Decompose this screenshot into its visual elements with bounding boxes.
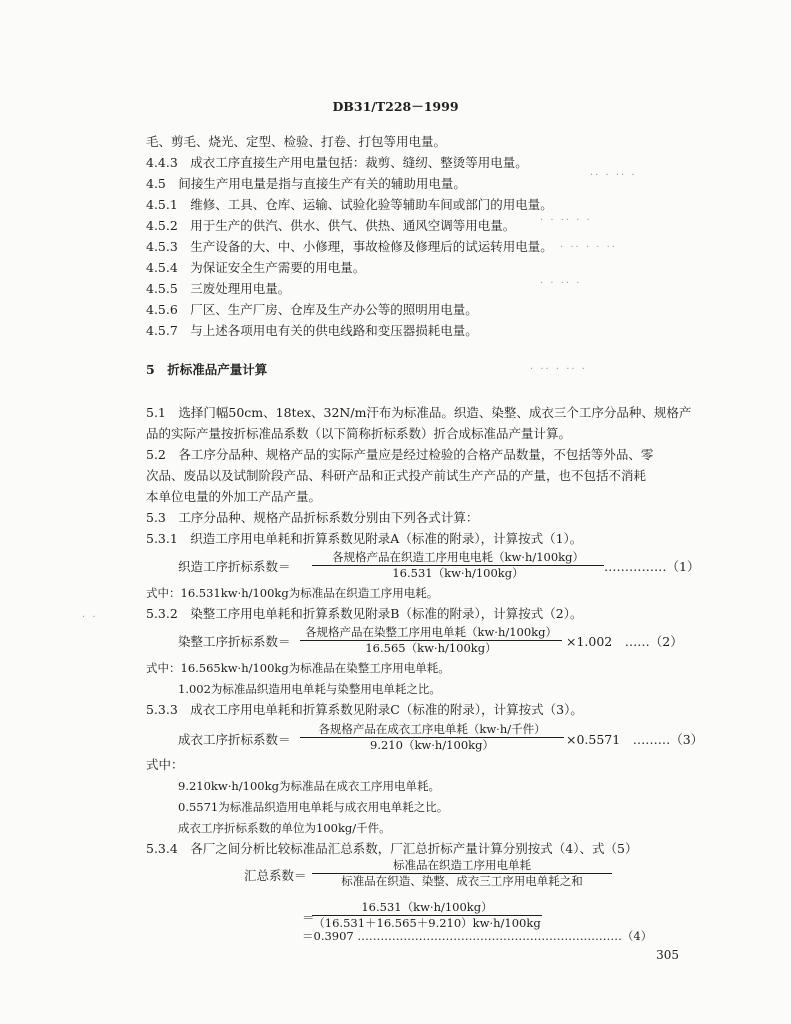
formula-fraction (312, 550, 604, 581)
scan-noise: ·· · ·· · (590, 170, 637, 181)
paragraph-line: 5.3.1 织造工序用电单耗和折算系数见附录A（标准的附录），计算按式（1）。 (146, 531, 583, 546)
text-line: 4.5.5 三废处理用电量。 (146, 281, 291, 296)
formula-numerator: 16.531（kw·h/100kg） (312, 900, 542, 916)
formula-fraction (312, 900, 542, 931)
text-line: 4.5.4 为保证安全生产需要的用电量。 (146, 260, 366, 275)
paragraph-line: 5.1 选择门幅50cm、18tex、32N/m汗布为标准品。织造、染整、成衣三个工序分品种、规格产 (146, 405, 692, 420)
formula-lhs: 织造工序折标系数＝ (178, 559, 291, 574)
document-header: DB31/T228－1999 (332, 99, 459, 114)
formula-tail: ……………（1） (604, 559, 700, 574)
scan-noise: · · (82, 612, 98, 623)
text-line: 4.5.2 用于生产的供汽、供水、供气、供热、通风空调等用电量。 (146, 218, 516, 233)
formula-numerator: 标准品在织造工序用电单耗 (312, 858, 612, 874)
formula-lhs: 染整工序折标系数＝ (178, 634, 291, 649)
formula-note: 式中：16.565kw·h/100kg为标准品在染整工序用电单耗。 (146, 661, 450, 675)
scan-noise: · ·· · · ·· (560, 242, 617, 253)
formula-note: 式中： (146, 757, 184, 772)
paragraph-line: 5.3.4 各厂之间分析比较标准品汇总系数，厂汇总折标产量计算分别按式（4）、式（5） (146, 841, 638, 856)
formula-tail: ×0.5571 ………（3） (566, 732, 704, 747)
formula-tail: ×1.002 ……（2） (566, 634, 683, 649)
section-title: 5 折标准品产量计算 (146, 362, 268, 377)
formula-numerator: 各规格产品在成衣工序电单耗（kw·h/千件） (300, 722, 564, 738)
formula-fraction (312, 858, 612, 889)
formula-denominator: （16.531＋16.565＋9.210）kw·h/100kg (313, 916, 541, 930)
paragraph-line: 本单位电量的外加工产品产量。 (146, 489, 322, 504)
formula-denominator: 9.210（kw·h/100kg） (370, 738, 494, 752)
formula-note: 1.002为标准品织造用电单耗与染整用电单耗之比。 (178, 682, 441, 696)
formula-numerator: 各规格产品在染整工序用电单耗（kw·h/100kg） (300, 625, 562, 641)
scan-noise: · · ·· · · (540, 215, 592, 226)
formula-note: 0.5571为标准品织造用电单耗与成衣用电单耗之比。 (178, 800, 449, 814)
text-line: 4.5.3 生产设备的大、中、小修理，事故检修及修理后的试运转用电量。 (146, 239, 553, 254)
formula-lhs: 成衣工序折标系数＝ (178, 732, 291, 747)
formula-note: 式中：16.531kw·h/100kg为标准品在织造工序用电耗。 (146, 586, 439, 600)
text-line: 4.4.3 成衣工序直接生产用电量包括：裁剪、缝纫、整烫等用电量。 (146, 155, 528, 170)
paragraph-line: 品的实际产量按折标准品系数（以下简称折标系数）折合成标准品产量计算。 (146, 426, 572, 441)
paragraph-line: 5.3.3 成衣工序用电单耗和折算系数见附录C（标准的附录），计算按式（3）。 (146, 702, 583, 717)
formula-result: ＝0.3907 ……………………………………………………………（4） (302, 929, 653, 943)
text-line: 4.5.7 与上述各项用电有关的供电线路和变压器损耗电量。 (146, 323, 478, 338)
text-line: 4.5 间接生产用电量是指与直接生产有关的辅助用电量。 (146, 176, 466, 191)
text-line: 4.5.1 维修、工具、仓库、运输、试验化验等辅助车间或部门的用电量。 (146, 197, 553, 212)
scan-noise: · · ·· · (540, 278, 582, 289)
text-line: 4.5.6 厂区、生产厂房、仓库及生产办公等的照明用电量。 (146, 302, 478, 317)
formula-fraction (300, 625, 562, 656)
formula-lhs: 汇总系数＝ (244, 868, 307, 883)
scan-noise: · ·· · ·· · (530, 364, 587, 375)
formula-eq: ＝ (302, 910, 315, 925)
formula-note: 成衣工序折标系数的单位为100kg/千件。 (178, 821, 391, 835)
paragraph-line: 5.3.2 染整工序用电单耗和折算系数见附录B（标准的附录），计算按式（2）。 (146, 606, 583, 621)
formula-fraction (300, 722, 564, 753)
formula-denominator: 标准品在织造、染整、成衣三工序用电单耗之和 (341, 874, 583, 888)
page-number: 305 (656, 948, 679, 962)
text-line: 毛、剪毛、烧光、定型、检验、打卷、打包等用电量。 (146, 134, 447, 149)
paragraph-line: 次品、废品以及试制阶段产品、科研产品和正式投产前试生产产品的产量，也不包括不消耗 (146, 468, 647, 483)
formula-denominator: 16.531（kw·h/100kg） (392, 566, 524, 580)
formula-note: 9.210kw·h/100kg为标准品在成衣工序用电单耗。 (178, 779, 440, 793)
paragraph-line: 5.2 各工序分品种、规格产品的实际产量应是经过检验的合格产品数量，不包括等外品、零 (146, 447, 654, 462)
formula-denominator: 16.565（kw·h/100kg） (365, 641, 497, 655)
paragraph-line: 5.3 工序分品种、规格产品折标系数分别由下列各式计算： (146, 510, 479, 525)
formula-numerator: 各规格产品在织造工序用电电耗（kw·h/100kg） (312, 550, 604, 566)
